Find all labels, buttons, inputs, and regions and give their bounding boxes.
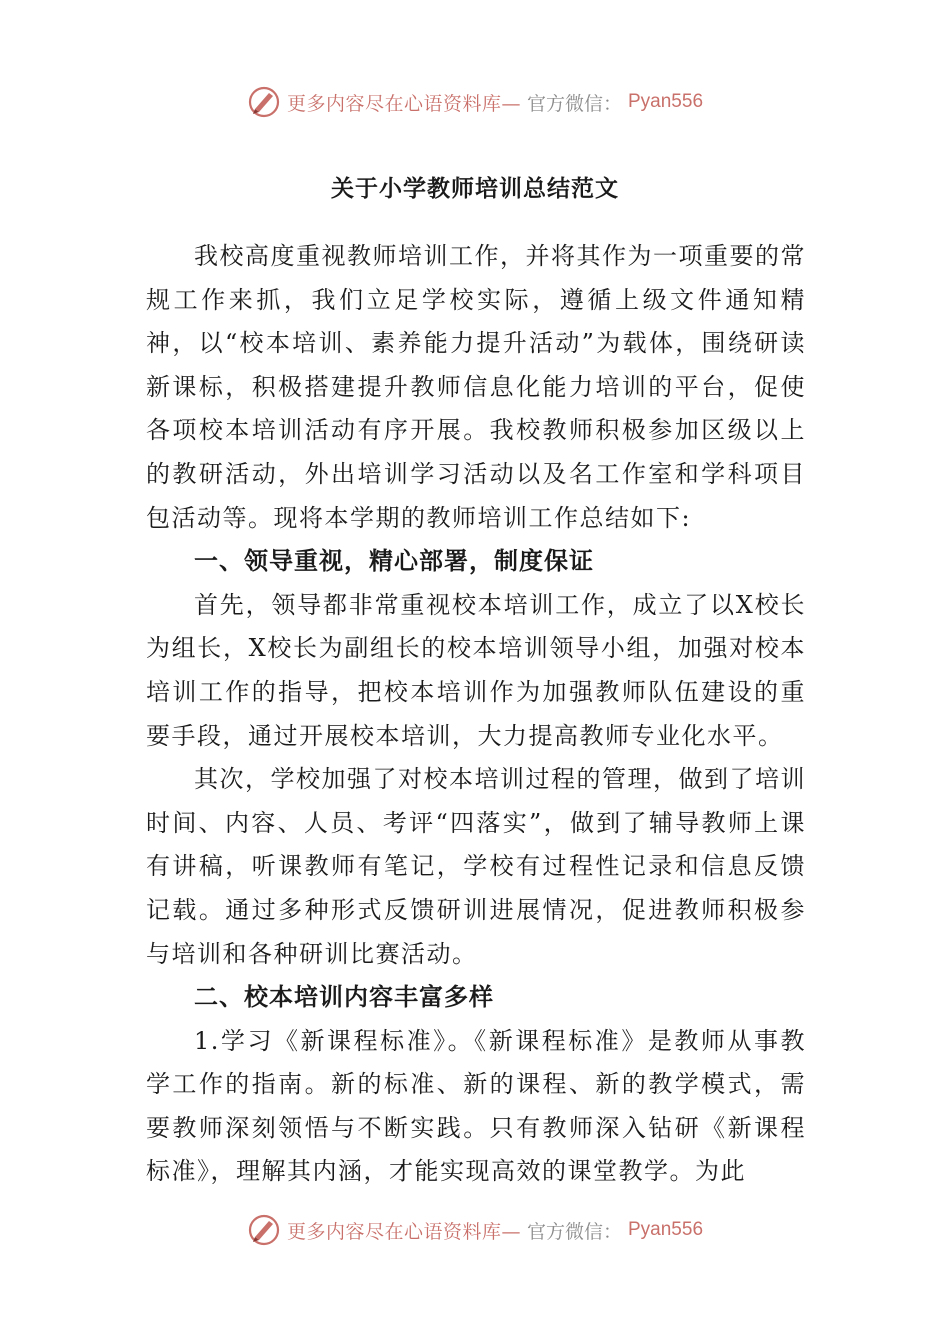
watermark-wechat-label: 官方微信：: [526, 92, 622, 115]
pen-logo-icon: [247, 85, 281, 119]
section-heading-2: 二、校本培训内容丰富多样: [194, 983, 494, 1012]
watermark-wechat-id: Pyan556: [628, 1219, 704, 1240]
section2-paragraph-1: 1.学习《新课程标准》。《新课程标准》是教师从事教学工作的指南。新的标准、新的课程、新的教学模式，需要教师深刻领悟与不断实践。只有教师深入钻研《新课程标准》，理解其内涵，才能实现高效的课堂教学。为此: [146, 1026, 806, 1186]
watermark-banner-bottom: [0, 1210, 950, 1250]
section-heading-1: 一、领导重视，精心部署，制度保证: [194, 547, 594, 576]
section1-paragraph-2: 其次，学校加强了对校本培训过程的管理，做到了培训时间、内容、人员、考评“四落实”，做到了辅导教师上课有讲稿，听课教师有笔记，学校有过程性记录和信息反馈记载。通过多种形式反馈研训进展情况，促进教师积极参与培训和各种研训比赛活动。: [146, 765, 806, 968]
document-title: 关于小学教师培训总结范文: [331, 176, 619, 202]
watermark-banner-top: [0, 82, 950, 122]
intro-paragraph: 我校高度重视教师培训工作，并将其作为一项重要的常规工作来抓，我们立足学校实际，遵循上级文件通知精神，以“校本培训、素养能力提升活动”为载体，围绕研读新课标，积极搭建提升教师信息化能力培训的平台，促使各项校本培训活动有序开展。我校教师积极参加区级以上的教研活动，外出培训学习活动以及名工作室和学科项目包活动等。现将本学期的教师培训工作总结如下:: [146, 242, 806, 532]
document-body: [146, 235, 806, 1194]
section1-paragraph-1: 首先，领导都非常重视校本培训工作，成立了以X校长为组长，X校长为副组长的校本培训领导小组，加强对校本培训工作的指导，把校本培训作为加强教师队伍建设的重要手段，通过开展校本培训，大力提高教师专业化水平。: [146, 590, 806, 750]
watermark-text: 更多内容尽在心语资料库—: [286, 1220, 521, 1243]
watermark-wechat-label: 官方微信：: [526, 1220, 622, 1243]
watermark-text: 更多内容尽在心语资料库—: [286, 92, 521, 115]
pen-logo-icon: [247, 1213, 281, 1247]
watermark-wechat-id: Pyan556: [628, 91, 704, 112]
